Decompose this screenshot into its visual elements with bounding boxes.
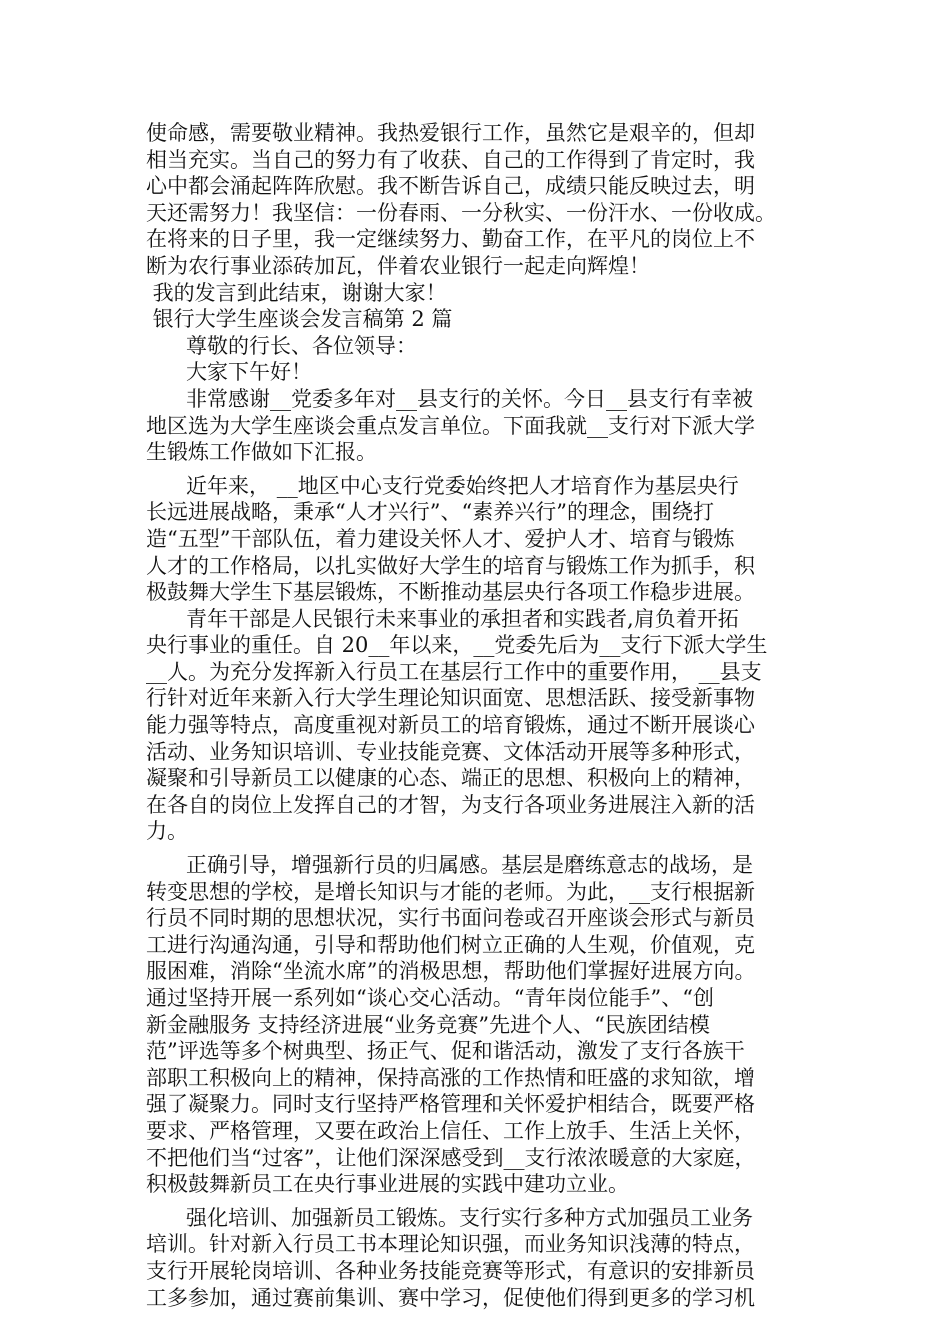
text-line: __人。为充分发挥新入行员工在基层行工作中的重要作用， __县支 — [146, 659, 762, 684]
text-line: 我的发言到此结束，谢谢大家！ — [146, 280, 447, 305]
text-line: 在将来的日子里，我一定继续努力、勤奋工作，在平凡的岗位上不 — [146, 227, 755, 252]
text-line: 行员不同时期的思想状况，实行书面问卷或召开座谈会形式与新员 — [146, 906, 755, 931]
text-line: 青年干部是人民银行未来事业的承担者和实践者,肩负着开拓 — [146, 606, 739, 631]
salutation — [146, 333, 846, 360]
text-line: 非常感谢__党委多年对__县支行的关怀。今日__县支行有幸被 — [146, 386, 754, 411]
text-line: 地区选为大学生座谈会重点发言单位。下面我就__支行对下派大学 — [146, 413, 755, 438]
paragraph-gap — [146, 1198, 846, 1205]
para-training — [146, 1205, 846, 1311]
text-line: 相当充实。当自己的努力有了收获、自己的工作得到了肯定时，我 — [146, 147, 755, 172]
text-line: 范”评选等多个树典型、扬正气、促和谐活动，激发了支行各族干 — [146, 1039, 745, 1064]
section-heading: 银行大学生座谈会发言稿第 2 篇 — [146, 307, 453, 332]
text-line: 使命感，需要敬业精神。我热爱银行工作，虽然它是艰辛的，但却 — [146, 121, 755, 145]
text-line: 培训。针对新入行员工书本理论知识强，而业务知识浅薄的特点， — [146, 1232, 755, 1257]
para-background — [146, 473, 846, 606]
text-line: 转变思想的学校，是增长知识与才能的老师。为此，__支行根据新 — [146, 879, 755, 904]
text-line: 人才的工作格局，以扎实做好大学生的培育与锻炼工作为抓手，积 — [146, 553, 755, 578]
text-line: 支行开展轮岗培训、各种业务技能竞赛等形式，有意识的安排新员 — [146, 1258, 755, 1283]
text-line: 大家下午好！ — [146, 360, 313, 385]
text-line: 长远进展战略，秉承“人才兴行”、“素养兴行”的理念，围绕打 — [146, 500, 714, 525]
greeting — [146, 359, 846, 386]
text-line: 服困难，消除“坐流水席”的消极思想，帮助他们掌握好进展方向。 — [146, 959, 756, 984]
text-line: 心中都会涌起阵阵欣慰。我不断告诉自己，成绩只能反映过去，明 — [146, 174, 755, 199]
para-guidance — [146, 852, 846, 1198]
text-line: 力。 — [146, 819, 188, 844]
text-line: 天还需努力！我坚信：一份春雨、一分秋实、一份汗水、一份收成。 — [146, 200, 776, 225]
text-line: 断为农行事业添砖加瓦，伴着农业银行一起走向辉煌！ — [146, 253, 650, 278]
text-line: 部职工积极向上的精神，保持高涨的工作热情和旺盛的求知欲，增 — [146, 1065, 755, 1090]
paragraph-gap — [146, 466, 846, 473]
text-line: 在各自的岗位上发挥自己的才智，为支行各项业务进展注入新的活 — [146, 792, 755, 817]
text-line: 工多参加，通过赛前集训、赛中学习，促使他们得到更多的学习机 — [146, 1285, 755, 1310]
text-line: 强化培训、加强新员工锻炼。支行实行多种方式加强员工业务 — [146, 1205, 754, 1230]
text-line: 活动、业务知识培训、专业技能竞赛、文体活动开展等多种形式， — [146, 739, 755, 764]
text-line: 行针对近年来新入行大学生理论知识面宽、思想活跃、接受新事物 — [146, 686, 755, 711]
para-intro — [146, 386, 846, 466]
text-line: 通过坚持开展一系列如“谈心交心活动。“青年岗位能手”、“创 — [146, 986, 714, 1010]
para-continuation — [146, 120, 846, 280]
text-line: 能力强等特点，高度重视对新员工的培育锻炼，通过不断开展谈心 — [146, 713, 755, 738]
text-line: 要求、严格管理，又要在政治上信任、工作上放手、生活上关怀， — [146, 1118, 755, 1143]
text-line: 凝聚和引导新员工以健康的心态、端正的思想、积极向上的精神， — [146, 766, 755, 791]
text-line: 尊敬的行长、各位领导： — [146, 333, 418, 358]
text-line: 央行事业的重任。自 20__年以来，__党委先后为__支行下派大学生 — [146, 633, 768, 658]
text-line: 积极鼓舞新员工在央行事业进展的实践中建功立业。 — [146, 1172, 629, 1197]
closing-line — [146, 280, 846, 307]
text-line: 工进行沟通沟通，引导和帮助他们树立正确的人生观，价值观，克 — [146, 932, 755, 957]
text-line: 造“五型”干部队伍，着力建设关怀人才、爱护人才、培育与锻炼 — [146, 526, 735, 551]
text-line: 新金融服务 支持经济进展“业务竞赛”先进个人、“民族团结模 — [146, 1012, 710, 1037]
text-line: 近年来， __地区中心支行党委始终把人才培育作为基层央行 — [146, 473, 739, 498]
text-line: 不把他们当“过客”，让他们深深感受到__支行浓浓暖意的大家庭， — [146, 1145, 756, 1170]
text-line: 极鼓舞大学生下基层锻炼，不断推动基层央行各项工作稳步进展。 — [146, 580, 755, 605]
document-page — [146, 120, 846, 1311]
text-line: 强了凝聚力。同时支行坚持严格管理和关怀爱护相结合，既要严格 — [146, 1092, 755, 1117]
text-line: 正确引导，增强新行员的归属感。基层是磨练意志的战场，是 — [146, 853, 754, 878]
text-line: 生锻炼工作做如下汇报。 — [146, 440, 377, 465]
para-young-cadres — [146, 606, 846, 845]
paragraph-gap — [146, 845, 846, 852]
section-title — [146, 306, 846, 333]
